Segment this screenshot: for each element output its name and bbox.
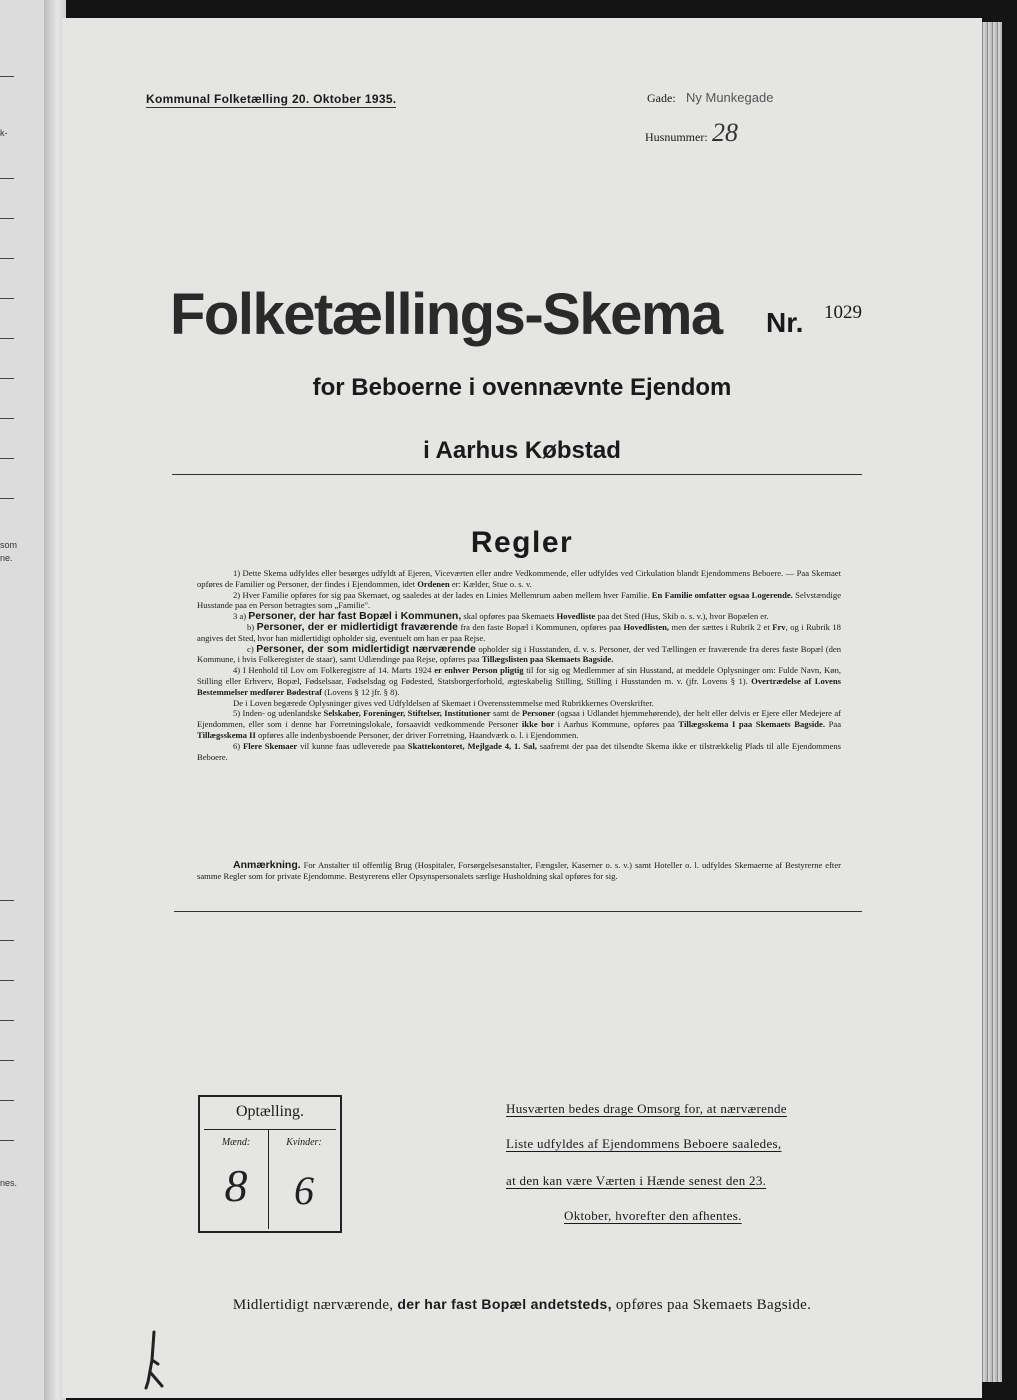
rule-line bbox=[0, 258, 14, 259]
form-subtitle: for Beboerne i ovennævnte Ejendom bbox=[312, 374, 732, 401]
tally-box bbox=[198, 1095, 342, 1233]
previous-page-text: k- bbox=[0, 128, 8, 138]
rule-line bbox=[0, 76, 14, 77]
tally-column-divider bbox=[268, 1129, 269, 1229]
rule-4: 4) I Henhold til Lov om Folkeregistre af 14. Marts 1924 er enhver Person pligtig til for sig og Medlemmer af sin Husstand, at meddele Oplysninger om: Fulde Navn, Køn, Stilling eller Erhverv, Bopæl, Fødselsaar, Fødselsdag og Fødested, Statsborgerforhold, ægteskabelig Stilling, Stilling i Husstanden m. v. (jfr. Lovens § 1). Overtrædelse af Lovens Bestemmelser medfører Bødestraf (Lovens § 12 jfr. § 8). bbox=[197, 665, 842, 697]
rule-line bbox=[0, 1060, 14, 1061]
rule-6: 6) Flere Skemaer vil kunne faas udleverede paa Skattekontoret, Mejlgade 4, 1. Sal, saafremt der paa det tilsendte Skema ikke er tilstrækkelig Plads til alle Ejendommens Beboere. bbox=[197, 740, 842, 762]
kvinder-label: Kvinder: bbox=[286, 1137, 322, 1148]
rule-line bbox=[0, 338, 14, 339]
previous-page-text: nes. bbox=[0, 1178, 18, 1188]
notice-line: Oktober, hvorefter den afhentes. bbox=[564, 1208, 742, 1223]
rule-line bbox=[0, 298, 14, 299]
husnummer-value: 28 bbox=[712, 118, 738, 147]
notice-line: at den kan være Værten i Hænde senest den 23. bbox=[506, 1173, 767, 1188]
divider bbox=[172, 474, 862, 475]
anmaerkning-label: Anmærkning. bbox=[233, 859, 301, 871]
form-subtitle-city: i Aarhus Købstad bbox=[423, 437, 621, 464]
rules-text bbox=[197, 568, 841, 762]
rule-line bbox=[0, 418, 14, 419]
census-header: Kommunal Folketælling 20. Oktober 1935. bbox=[146, 92, 397, 106]
rule-line bbox=[0, 940, 14, 941]
previous-page-text: ne. bbox=[0, 553, 13, 563]
form-number-label: Nr. bbox=[766, 307, 804, 338]
rule-2: 2) Hver Familie opføres for sig paa Skemaet, og saaledes at der lades en Linies Mellemrum aaben mellem hver Familie. En Familie omfatter ogsaa Logerende. Selvstændige Husstande paa en Person betragtes som „Familie". bbox=[197, 589, 842, 611]
rule-line bbox=[0, 178, 14, 179]
rule-5: 5) Inden- og udenlandske Selskaber, Foreninger, Stiftelser, Institutioner samt de Personer (ogsaa i Udlandet hjemmehørende), der helt eller delvis er Ejere eller Medejere af Ejendommen, eller som i denne har Forretningslokale, forsaavidt vedkommende Personer ikke bor i Aarhus Kommune, opføres paa Tillægsskema I paa Skemaets Bagside. Paa Tillægsskema II opføres alle indenbysboende Personer, der driver Forretning, Haandværk o. l. i Ejendommen. bbox=[197, 708, 842, 740]
rule-4-note: De i Loven begærede Oplysninger gives ved Udfyldelsen af Skemaet i Overensstemmelse med Rubrikkernes Overskrifter. bbox=[233, 697, 654, 708]
census-form-page bbox=[62, 18, 982, 1398]
rule-3c: c) Personer, der som midlertidigt nærværende opholder sig i Husstanden, d. v. s. Personer, der ved Tællingen er fraværende fra deres faste Bopæl (den Kommune, i hvis Folkeregister de staar), samt Udlændinge paa Rejse, opføres paa Tillægslisten paa Skemaets Bagside. bbox=[197, 642, 841, 665]
footer-text: opføres paa Skemaets Bagside. bbox=[615, 1297, 812, 1313]
footer-note bbox=[62, 1296, 982, 1314]
tally-divider bbox=[204, 1129, 336, 1130]
rule-line bbox=[0, 378, 14, 379]
gade-label: Gade: bbox=[647, 91, 676, 105]
pencil-mark bbox=[142, 1330, 172, 1390]
tally-title: Optælling. bbox=[235, 1103, 304, 1120]
rule-3a: 3 a) Personer, der har fast Bopæl i Kommunen, skal opføres paa Skemaets Hovedliste paa det Sted (Hus, Skib o. s. v.), hvor Bopælen er. bbox=[233, 610, 769, 623]
maend-count: 8 bbox=[224, 1160, 248, 1211]
gade-value: Ny Munkegade bbox=[686, 90, 774, 105]
notice-line: Husværten bedes drage Omsorg for, at nærværende bbox=[506, 1101, 787, 1116]
divider bbox=[174, 911, 862, 912]
rule-line bbox=[0, 218, 14, 219]
rule-line bbox=[0, 1140, 14, 1141]
rule-line bbox=[0, 498, 14, 499]
footer-bold-text: der har fast Bopæl andetsteds, bbox=[397, 1296, 612, 1312]
page-stack-edge bbox=[980, 22, 1002, 1382]
rules-heading: Regler bbox=[470, 526, 574, 559]
rule-line bbox=[0, 1100, 14, 1101]
form-number-value: 1029 bbox=[824, 302, 862, 323]
kvinder-count: 6 bbox=[294, 1168, 314, 1213]
footer-text: Midlertidigt nærværende, bbox=[232, 1297, 394, 1313]
rule-line bbox=[0, 980, 14, 981]
husnummer-label: Husnummer: bbox=[645, 130, 708, 144]
rule-1: 1) Dette Skema udfyldes eller besørges udfyldt af Ejeren, Viceværten eller andre Vedkommende, eller udfyldes ved Cirkulation blandt Ejendommens Beboere. — Paa Skemaet opføres de Familier og Personer, der findes i Ejendommen, idet Ordenen er: Kælder, Stue o. s. v. bbox=[197, 568, 841, 589]
maend-label: Mænd: bbox=[221, 1137, 251, 1148]
previous-page-text: som bbox=[0, 540, 18, 550]
notice-line: Liste udfyldes af Ejendommens Beboere saaledes, bbox=[506, 1136, 782, 1151]
rule-line bbox=[0, 458, 14, 459]
anmaerkning-note bbox=[197, 860, 841, 882]
rule-line bbox=[0, 1020, 14, 1021]
rule-3b: b) Personer, der er midlertidigt fraværende fra den faste Bopæl i Kommunen, opføres paa Hovedlisten, men der sættes i Rubrik 2 et Frv, og i Rubrik 18 angives det Sted, hvor han midlertidigt opholder sig, eventuelt om han er paa Rejse. bbox=[197, 620, 841, 643]
anmaerkning-text: For Anstalter til offentlig Brug (Hospitaler, Forsørgelsesanstalter, Fængsler, Kaserner o. s. v.) samt Hoteller o. l. udfyldes Skemaerne af Bestyrerne efter samme Regler som for private Ejendomme. Bestyrerens eller Opsynspersonalets særlige Husholdning skal opføres for sig. bbox=[197, 860, 841, 881]
rule-line bbox=[0, 900, 14, 901]
form-title: Folketællings-Skema bbox=[170, 282, 722, 347]
